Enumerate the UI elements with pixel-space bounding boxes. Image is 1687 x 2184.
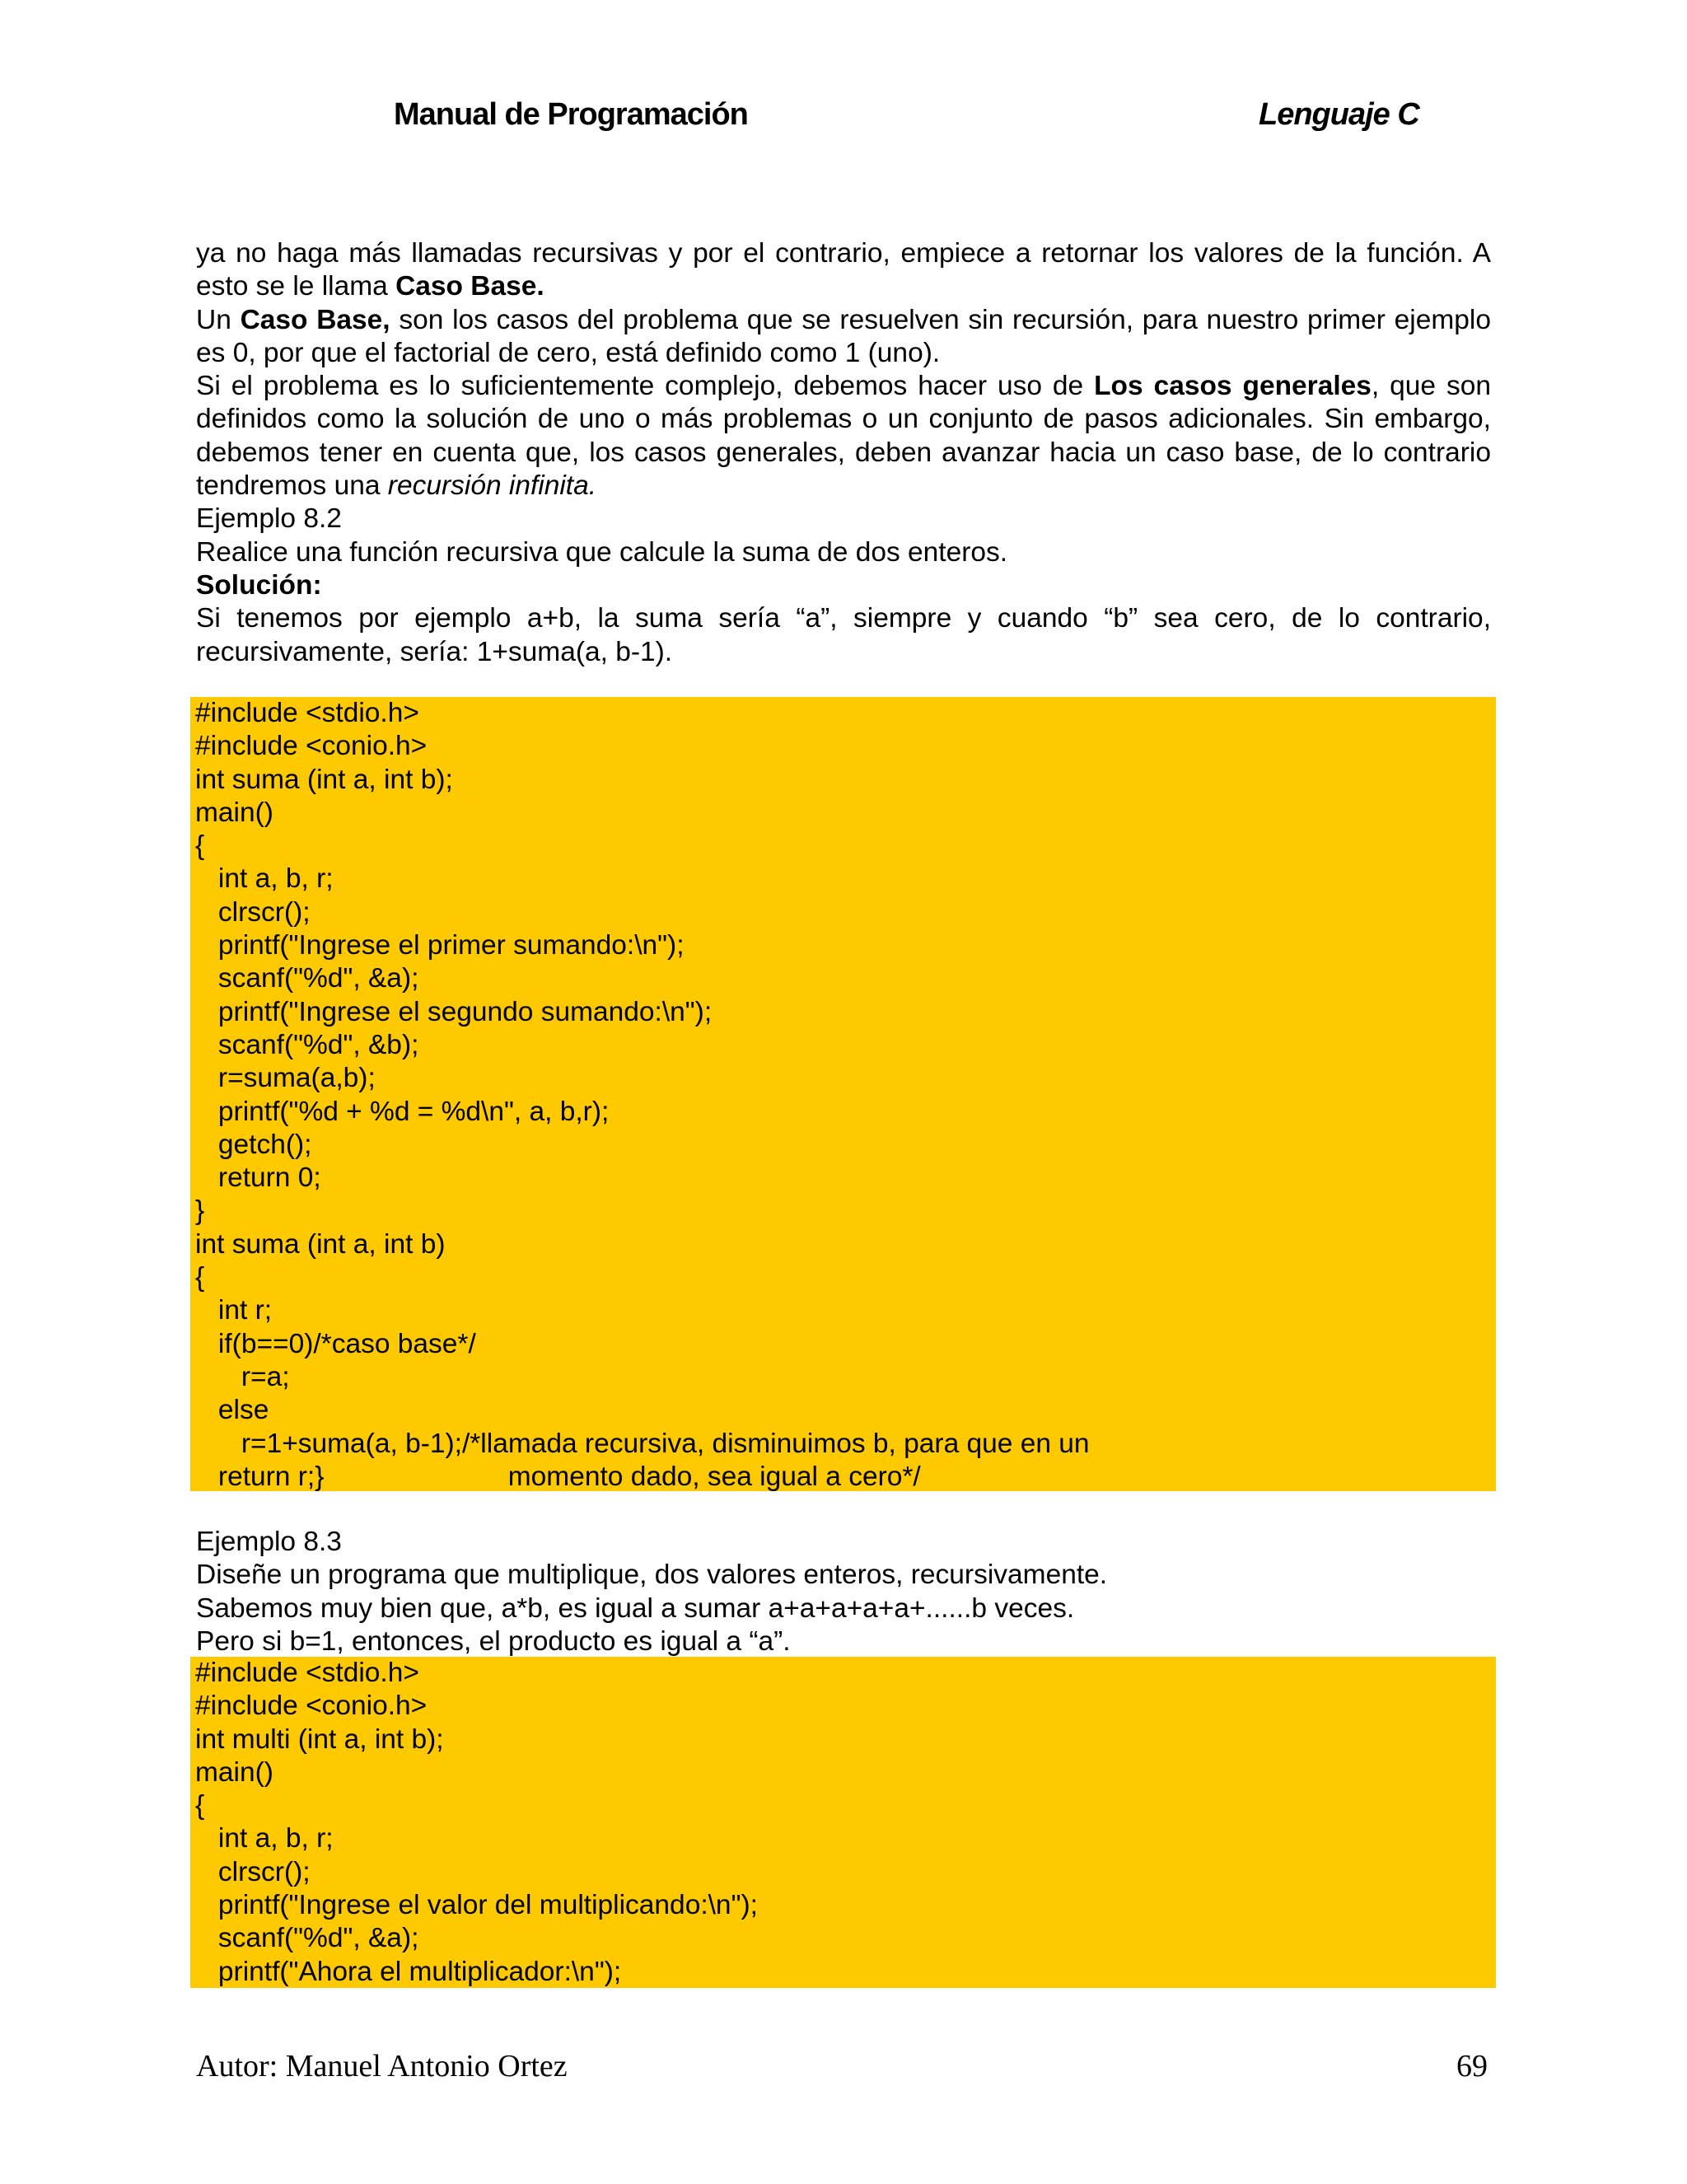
bold-term: Caso Base, [240, 304, 390, 335]
code-line: int suma (int a, int b); [195, 764, 453, 795]
paragraph-text: son los casos del problema que se resuelven sin recursión, para nuestro primer ejemplo es 0, por que el factorial de cero, está definido como 1 (uno). [196, 304, 1491, 368]
code-line: scanf("%d", &a); [195, 1923, 419, 1954]
code-line: { [195, 1262, 205, 1293]
example-description: Realice una función recursiva que calcule la suma de dos enteros. [196, 536, 1008, 568]
code-line: printf("Ingrese el valor del multiplicando:\n"); [195, 1890, 758, 1921]
italic-term: recursión infinita. [387, 470, 597, 502]
code-line: int suma (int a, int b) [195, 1228, 446, 1260]
paragraph-general-cases [196, 370, 1491, 503]
bold-term: Caso Base. [395, 271, 544, 302]
code-line: main() [195, 1756, 273, 1788]
example-explanation: Pero si b=1, entonces, el producto es igual a “a”. [196, 1625, 791, 1657]
code-line: #include <conio.h> [195, 1691, 428, 1722]
code-line: { [195, 830, 205, 862]
footer-author: Autor: Manuel Antonio Ortez [196, 2049, 568, 2083]
code-line: int a, b, r; [195, 863, 334, 895]
solution-text: Si tenemos por ejemplo a+b, la suma sería “a”, siempre y cuando “b” sea cero, de lo contrario, recursivamente, sería: 1+suma(a, b-1). [196, 603, 1491, 667]
code-line: main() [195, 797, 273, 828]
code-block-suma [190, 697, 1496, 1491]
code-line: clrscr(); [195, 1856, 311, 1887]
example-8-3 [196, 1526, 1107, 1658]
paragraph-case-base [196, 237, 1491, 304]
code-line: clrscr(); [195, 896, 311, 928]
code-line: getch(); [195, 1129, 312, 1160]
code-line: r=1+suma(a, b-1);/*llamada recursiva, disminuimos b, para que en un [195, 1428, 1090, 1459]
page-number: 69 [1456, 2049, 1488, 2083]
code-line: #include <conio.h> [195, 731, 428, 762]
code-line: scanf("%d", &a); [195, 963, 419, 994]
code-block-multi [190, 1657, 1496, 1988]
code-line: return r;} momento dado, sea igual a cero*/ [195, 1461, 921, 1492]
code-line: int r; [195, 1295, 273, 1326]
code-line: int multi (int a, int b); [195, 1723, 444, 1755]
code-line: else [195, 1395, 269, 1426]
code-line: #include <stdio.h> [195, 698, 419, 728]
intro-text [196, 237, 1491, 669]
code-line: return 0; [195, 1162, 321, 1194]
header-manual-title: Manual de Programación [394, 97, 748, 132]
code-line: printf("%d + %d = %d\n", a, b,r); [195, 1096, 610, 1127]
solution-label [196, 569, 1491, 602]
code-line: r=suma(a,b); [195, 1063, 376, 1094]
code-line: printf("Ingrese el segundo sumando:\n"); [195, 996, 713, 1027]
code-line: int a, b, r; [195, 1823, 334, 1854]
paragraph-text: Un [196, 304, 241, 335]
code-line: r=a; [195, 1361, 290, 1392]
code-line: } [195, 1195, 205, 1227]
example-title: Ejemplo 8.2 [196, 503, 342, 535]
code-line: { [195, 1790, 205, 1822]
bold-term: Solución: [196, 569, 322, 601]
paragraph-case-base-def [196, 304, 1491, 371]
paragraph-text: , que son definidos como la solución de uno o más problemas o un conjunto de pasos adicionales. Sin embargo, debemos tener en cuenta que, los casos generales, deben avanzar hacia un caso base, de lo contrario tendremos una [196, 371, 1492, 502]
code-line: printf("Ahora el multiplicador:\n"); [195, 1956, 622, 1987]
example-description: Diseñe un programa que multiplique, dos valores enteros, recursivamente. [196, 1560, 1108, 1591]
code-line: if(b==0)/*caso base*/ [195, 1328, 476, 1359]
example-explanation: Sabemos muy bien que, a*b, es igual a sumar a+a+a+a+a+......b veces. [196, 1592, 1075, 1624]
paragraph-text: ya no haga más llamadas recursivas y por el contrario, empiece a retornar los valores de la función. A esto se le llama [196, 238, 1491, 302]
header-language: Lenguaje C [1259, 97, 1419, 132]
code-line: #include <stdio.h> [195, 1658, 419, 1688]
example-title: Ejemplo 8.3 [196, 1527, 342, 1557]
paragraph-text: Si el problema es lo suficientemente complejo, debemos hacer uso de [196, 371, 1095, 402]
code-line: scanf("%d", &b); [195, 1029, 419, 1060]
code-line: printf("Ingrese el primer sumando:\n"); [195, 930, 685, 961]
bold-term: Los casos generales [1094, 371, 1372, 402]
